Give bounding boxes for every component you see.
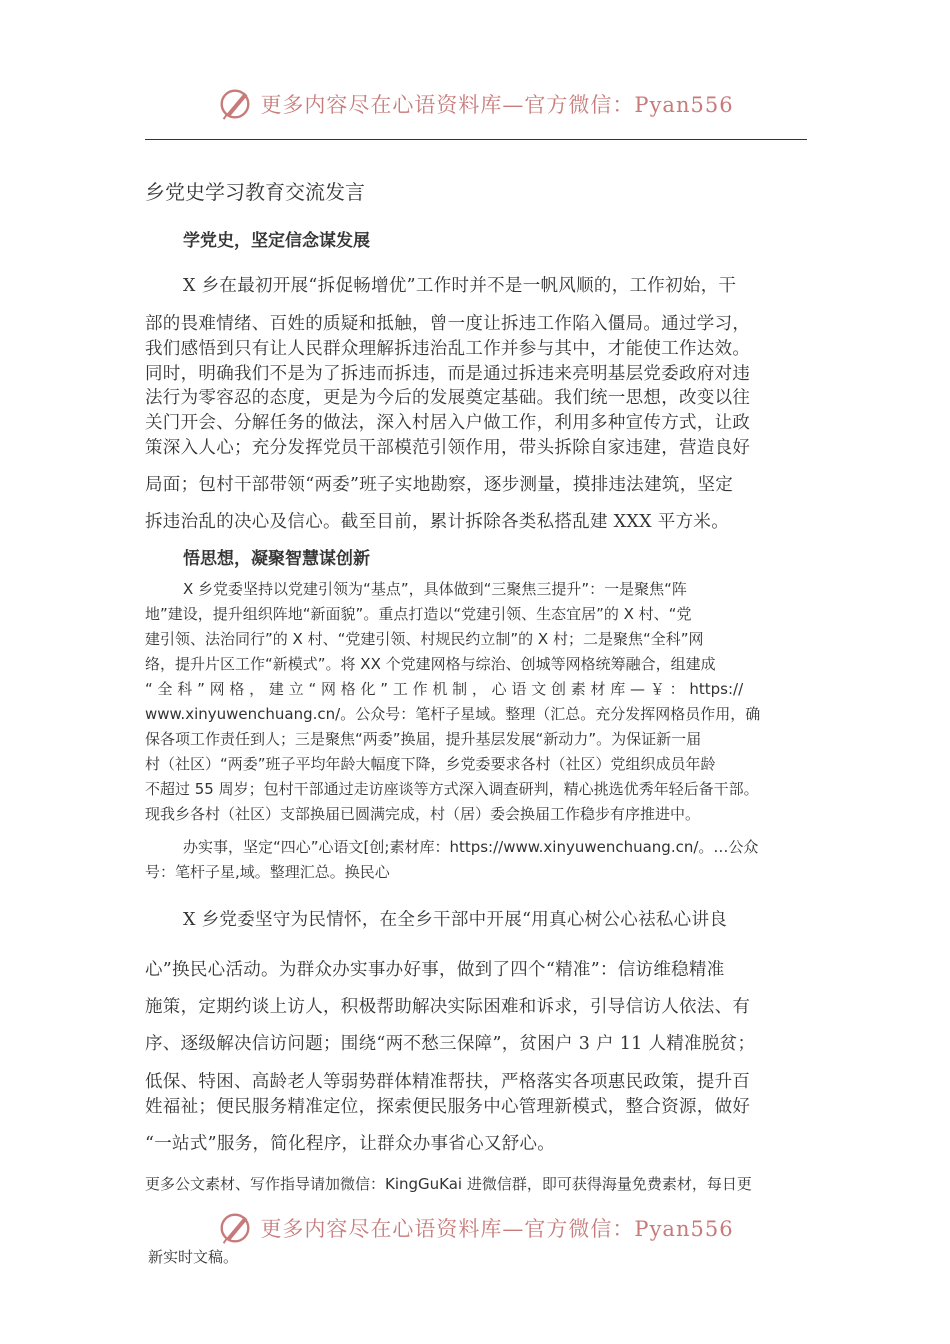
paragraph-line: 心”换民心活动。为群众办实事办好事，做到了四个“精准”：信访维稳精准 [145, 960, 725, 980]
paragraph-line: 序、逐级解决信访问题；围绕“两不愁三保障”，贫困户 3 户 11 人精准脱贫； [145, 1034, 756, 1054]
footer-line: 更多公文素材、写作指导请加微信：KingGuKai 进微信群，即可获得海量免费素材，每日更 [145, 1175, 752, 1193]
section3-line: 号：笔杆子星,域。整理汇总。换民心 [145, 863, 390, 881]
paragraph-line: 姓福祉；便民服务精准定位，探索便民服务中心管理新模式，整合资源，做好 [145, 1097, 751, 1117]
paragraph-line: www.xinyuwenchuang.cn/。公众号：笔杆子星域。整理（汇总。充分发挥网格员作用，确 [145, 705, 761, 723]
paragraph-line: “ 全 科 ” 网 格 ， 建 立 “ 网 格 化 ” 工 作 机 制 ， 心 语 文 创 素 材 库 — ￥ ： https:// [145, 680, 744, 698]
paragraph-line: 不超过 55 周岁；包村干部通过走访座谈等方式深入调查研判，精心挑选优秀年轻后备干部。 [145, 780, 759, 798]
paragraph-line: 同时，明确我们不是为了拆违而拆违，而是通过拆违来亮明基层党委政府对违 [145, 364, 751, 384]
paragraph-line: X 乡党委坚守为民情怀，在全乡干部中开展“用真心树公心祛私心讲良 [183, 910, 728, 930]
paragraph-line: 络，提升片区工作“新模式”。将 XX 个党建网格与综治、创城等网格统筹融合，组建成 [145, 655, 716, 673]
paragraph-line: 地”建设，提升组织阵地“新面貌”。重点打造以“党建引领、生态宜居”的 X 村、“党 [145, 605, 692, 623]
bottom-banner [0, 1206, 950, 1250]
paragraph-line: 村（社区）“两委”班子平均年龄大幅度下降，乡党委要求各村（社区）党组织成员年龄 [145, 755, 716, 773]
paragraph-line: 保各项工作责任到人；三是聚焦“两委”换届，提升基层发展“新动力”。为保证新一届 [145, 730, 702, 748]
paragraph-line: X 乡在最初开展“拆促畅增优”工作时并不是一帆风顺的，工作初始，干 [183, 276, 737, 296]
paragraph-line: 低保、特困、高龄老人等弱势群体精准帮扶，严格落实各项惠民政策，提升百 [145, 1072, 751, 1092]
banner-text: 更多内容尽在心语资料库—官方微信：Pyan556 [260, 1217, 734, 1241]
paragraph-line: X 乡党委坚持以党建引领为“基点”，具体做到“三聚焦三提升”：一是聚焦“阵 [183, 580, 687, 598]
paragraph-line: 我们感悟到只有让人民群众理解拆违治乱工作并参与其中，才能使工作达效。 [145, 339, 751, 359]
section1-heading: 学党史，坚定信念谋发展 [183, 231, 370, 251]
paragraph-line: 策深入人心；充分发挥党员干部模范引领作用，带头拆除自家违建，营造良好 [145, 438, 751, 458]
banner-text: 更多内容尽在心语资料库—官方微信：Pyan556 [260, 93, 734, 117]
section2-heading: 悟思想，凝聚智慧谋创新 [183, 549, 370, 569]
header-rule [145, 139, 807, 140]
section3-line: 办实事，坚定“四心”心语文[创;素材库：https://www.xinyuwenchuang.cn/。…公众 [183, 838, 759, 856]
paragraph-line: 现我乡各村（社区）支部换届已圆满完成，村（居）委会换届工作稳步有序推进中。 [145, 805, 701, 823]
quill-logo-icon [216, 1209, 254, 1247]
paragraph-line: 拆违治乱的决心及信心。截至目前，累计拆除各类私搭乱建 XXX 平方米。 [145, 512, 729, 532]
paragraph-line: 法行为零容忍的态度，更是为今后的发展奠定基础。我们统一思想，改变以往 [145, 388, 751, 408]
paragraph-line: 施策，定期约谈上访人，积极帮助解决实际困难和诉求，引导信访人依法、有 [145, 997, 751, 1017]
paragraph-line: “一站式”服务，简化程序，让群众办事省心又舒心。 [145, 1134, 556, 1154]
document-title: 乡党史学习教育交流发言 [145, 180, 365, 204]
paragraph-line: 关门开会、分解任务的做法，深入村居入户做工作，利用多种宣传方式，让政 [145, 413, 751, 433]
paragraph-line: 建引领、法治同行”的 X 村、“党建引领、村规民约立制”的 X 村；二是聚焦“全科”网 [145, 630, 704, 648]
paragraph-line: 局面；包村干部带领“两委”班子实地勘察，逐步测量，摸排违法建筑，坚定 [145, 475, 734, 495]
paragraph-line: 部的畏难情绪、百姓的质疑和抵触，曾一度让拆违工作陷入僵局。通过学习， [145, 314, 751, 334]
top-banner [0, 82, 950, 126]
quill-logo-icon [216, 85, 254, 123]
footer-line: 新实时文稿。 [148, 1248, 239, 1266]
